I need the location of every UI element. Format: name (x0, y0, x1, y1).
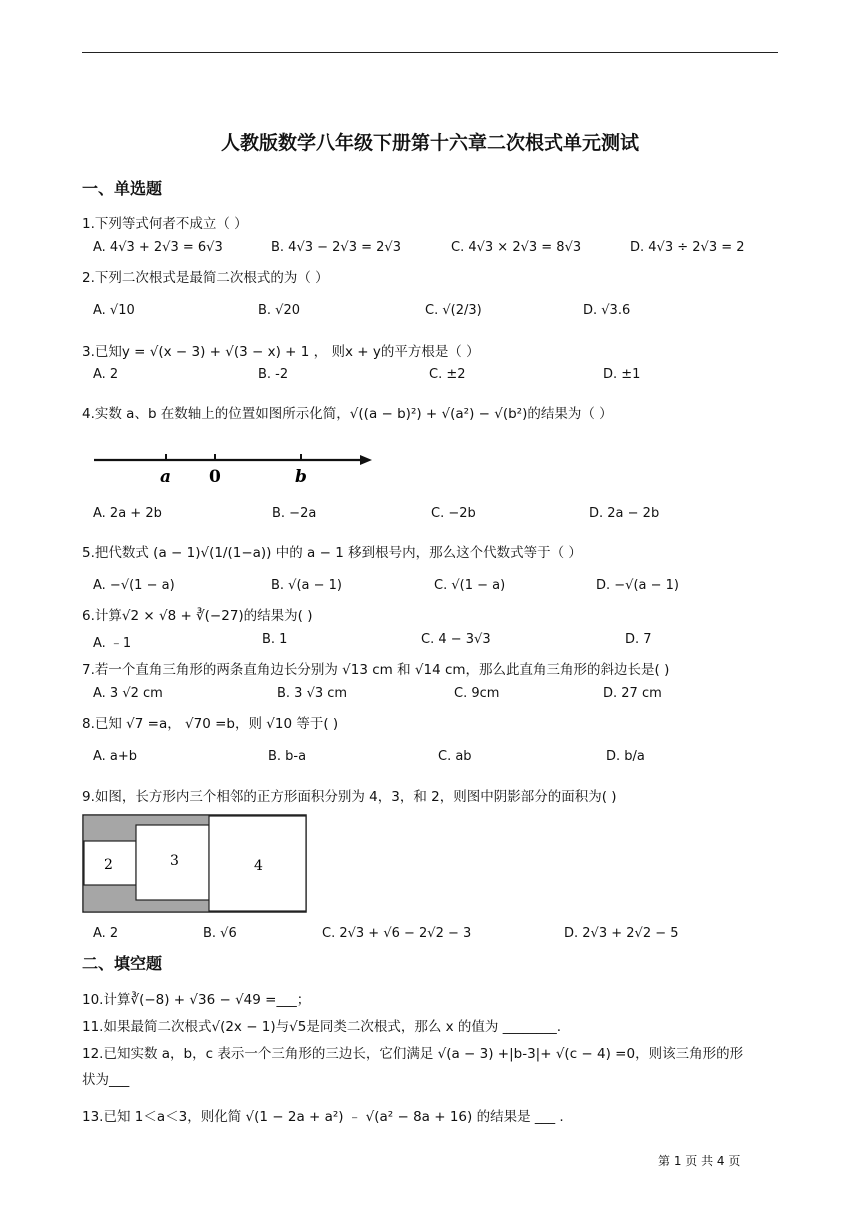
question-5-option-c: C. √(1 − a) (434, 578, 506, 593)
question-8-option-c: C. ab (438, 749, 472, 764)
question-7-option-b: B. 3 √3 cm (277, 686, 348, 701)
question-7-option-d: D. 27 cm (603, 686, 662, 701)
question-9-stem: 9.如图，长方形内三个相邻的正方形面积分别为 4，3，和 2，则图中阴影部分的面积为( ) (82, 789, 617, 805)
question-9-option-d: D. 2√3 + 2√2 − 5 (564, 926, 679, 941)
question-4-stem: 4.实数 a、b 在数轴上的位置如图所示化简，√((a − b)²) + √(a²) − √(b²)的结果为（ ） (82, 406, 613, 422)
question-6-option-c: C. 4 − 3√3 (421, 632, 491, 647)
question-2-option-d: D. √3.6 (583, 303, 631, 318)
label-3: 3 (170, 853, 179, 869)
header-rule (82, 52, 778, 53)
question-7-option-a: A. 3 √2 cm (93, 686, 163, 701)
question-6-stem: 6.计算√2 × √8 + ∛(−27)的结果为( ) (82, 608, 313, 624)
label-zero: 0 (209, 467, 221, 487)
question-12-stem: 12.已知实数 a，b，c 表示一个三角形的三边长，它们满足 √(a − 3) +|b-3|+ √(c − 4) =0，则该三角形的形 (82, 1046, 744, 1062)
question-1-option-c: C. 4√3 × 2√3 = 8√3 (451, 240, 582, 255)
question-4-option-c: C. −2b (431, 506, 476, 521)
question-5-option-a: A. −√(1 − a) (93, 578, 175, 593)
shaded-region-bottom-middle (136, 900, 209, 911)
question-3-stem: 3.已知y = √(x − 3) + √(3 − x) + 1 ， 则x + y的平方根是（ ） (82, 344, 480, 360)
section-heading-fill-blank: 二、填空题 (82, 954, 163, 973)
shaded-region-top-middle (136, 816, 209, 825)
question-8-stem: 8.已知 √7 =a， √70 =b，则 √10 等于( ) (82, 716, 339, 732)
section-heading-single-choice: 一、单选题 (82, 179, 163, 198)
question-3-option-a: A. 2 (93, 367, 119, 382)
question-5-stem: 5.把代数式 (a − 1)√(1/(1−a)) 中的 a − 1 移到根号内，那么这个代数式等于（ ） (82, 545, 582, 561)
question-13-stem: 13.已知 1＜a＜3，则化简 √(1 − 2a + a²) ﹣ √(a² − 8a + 16) 的结果是 ___ . (82, 1109, 564, 1125)
shaded-region-top-left (84, 816, 136, 841)
question-1-option-b: B. 4√3 − 2√3 = 2√3 (271, 240, 401, 255)
question-3-option-b: B. -2 (258, 367, 289, 382)
question-6-option-d: D. 7 (625, 632, 652, 647)
question-6-option-b: B. 1 (262, 632, 288, 647)
question-5-option-d: D. −√(a − 1) (596, 578, 679, 593)
number-line-arrow (360, 455, 372, 465)
question-9-option-b: B. √6 (203, 926, 237, 941)
question-3-option-d: D. ±1 (603, 367, 641, 382)
shaded-region-bottom-left (84, 885, 136, 911)
label-a: a (160, 467, 172, 487)
question-1-option-d: D. 4√3 ÷ 2√3 = 2 (630, 240, 745, 255)
label-4: 4 (254, 858, 263, 874)
question-5-option-b: B. √(a − 1) (271, 578, 343, 593)
question-10-stem: 10.计算∛(−8) + √36 − √49 =___； (82, 992, 311, 1008)
question-7-option-c: C. 9cm (454, 686, 500, 701)
page-title: 人教版数学八年级下册第十六章二次根式单元测试 (220, 132, 639, 154)
question-1-stem: 1.下列等式何者不成立（ ） (82, 216, 248, 232)
squares-figure (82, 813, 308, 915)
question-4-option-a: A. 2a + 2b (93, 506, 162, 521)
question-8-option-d: D. b/a (606, 749, 645, 764)
question-2-option-c: C. √(2/3) (425, 303, 482, 318)
question-11-stem: 11.如果最简二次根式√(2x − 1)与√5是同类二次根式，那么 x 的值为 ________. (82, 1019, 562, 1035)
question-8-option-a: A. a+b (93, 749, 138, 764)
question-9-option-c: C. 2√3 + √6 − 2√2 − 3 (322, 926, 472, 941)
label-2: 2 (104, 857, 113, 873)
question-1-option-a: A. 4√3 + 2√3 = 6√3 (93, 240, 223, 255)
question-7-stem: 7.若一个直角三角形的两条直角边长分别为 √13 cm 和 √14 cm，那么此直角三角形的斜边长是( ) (82, 662, 670, 678)
question-12-stem-continued: 状为___ (82, 1072, 130, 1088)
question-2-stem: 2.下列二次根式是最简二次根式的为（ ） (82, 270, 329, 286)
question-9-option-a: A. 2 (93, 926, 119, 941)
question-2-option-a: A. √10 (93, 303, 135, 318)
question-4-option-d: D. 2a − 2b (589, 506, 660, 521)
question-4-option-b: B. −2a (272, 506, 317, 521)
page-footer: 第 1 页 共 4 页 (658, 1154, 741, 1168)
label-b: b (295, 467, 307, 487)
question-3-option-c: C. ±2 (429, 367, 466, 382)
question-8-option-b: B. b-a (268, 749, 307, 764)
question-6-option-a: A. ﹣1 (93, 636, 132, 651)
question-2-option-b: B. √20 (258, 303, 301, 318)
number-line-figure (90, 444, 380, 488)
